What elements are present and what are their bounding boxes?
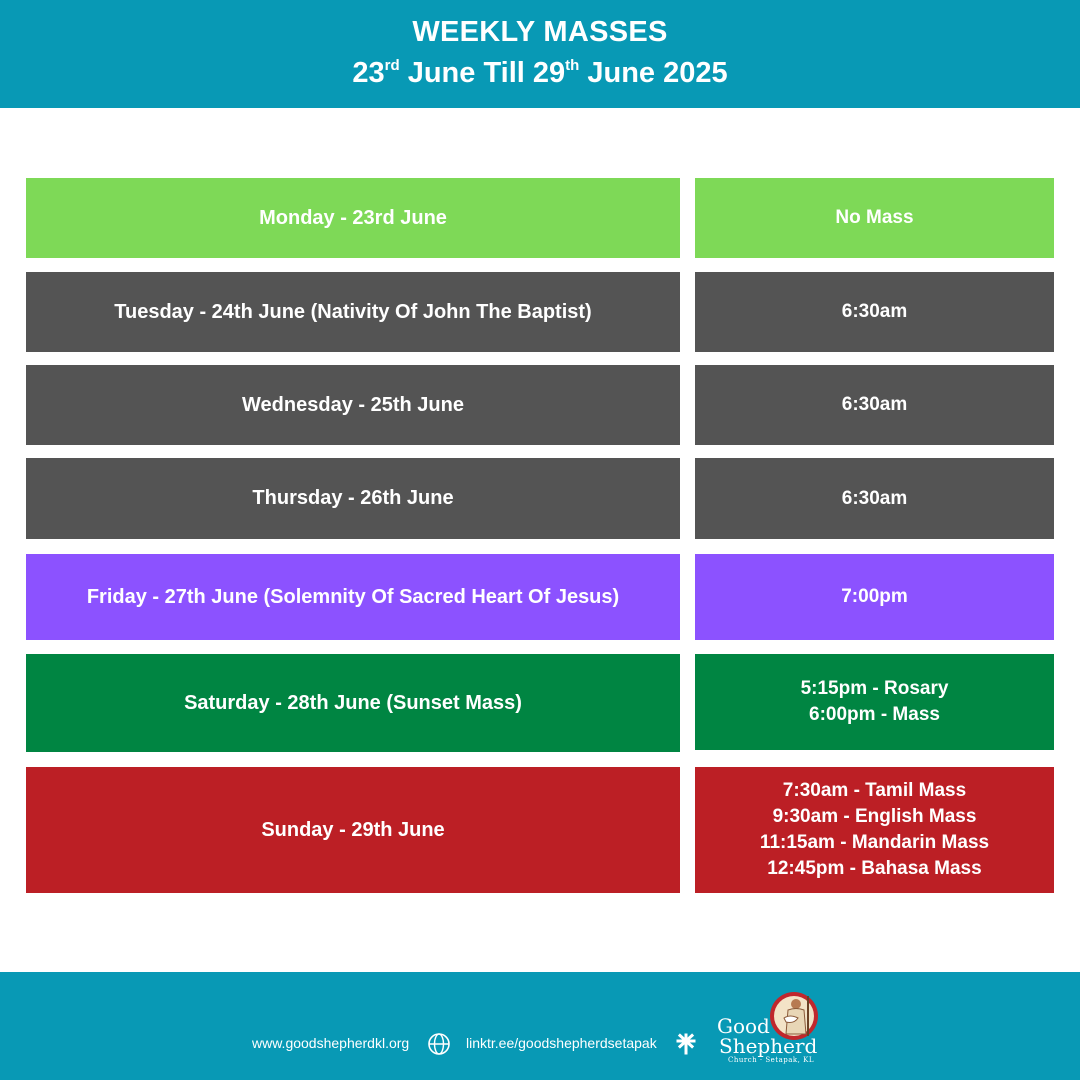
day-cell: Monday - 23rd June: [26, 178, 680, 258]
mass-time: 6:30am: [841, 394, 908, 415]
linktree-link[interactable]: linktr.ee/goodshepherdsetapak: [466, 1035, 657, 1051]
time-cell: [695, 654, 1054, 750]
schedule-row-saturday: [26, 654, 1054, 752]
time-cell: [695, 458, 1054, 539]
date-start-num: 23: [352, 57, 385, 89]
schedule-row-thursday: [26, 458, 1054, 539]
day-cell: Friday - 27th June (Solemnity Of Sacred Heart Of Jesus): [26, 554, 680, 640]
mass-time: 6:30am: [841, 301, 908, 322]
globe-icon: [427, 1032, 451, 1056]
date-range: [0, 57, 1080, 90]
logo-line1: Good: [717, 1014, 770, 1038]
mass-time: 6:00pm - Mass: [809, 704, 940, 725]
schedule-row-friday: [26, 554, 1054, 640]
mass-time: 7:00pm: [841, 586, 908, 607]
schedule-row-sunday: [26, 767, 1054, 893]
mass-time: 5:15pm - Rosary: [800, 678, 949, 699]
time-cell: [695, 178, 1054, 258]
day-cell: Thursday - 26th June: [26, 458, 680, 539]
schedule-row-monday: [26, 178, 1054, 258]
header-banner: [0, 0, 1080, 108]
day-cell: Tuesday - 24th June (Nativity Of John The Baptist): [26, 272, 680, 352]
date-end: June 2025: [579, 57, 728, 89]
mass-time: 9:30am - English Mass: [772, 806, 977, 827]
time-cell: [695, 272, 1054, 352]
date-mid: June Till 29: [399, 57, 566, 89]
mass-time: No Mass: [835, 207, 914, 228]
time-cell: [695, 365, 1054, 445]
day-cell: Saturday - 28th June (Sunset Mass): [26, 654, 680, 752]
day-cell: Sunday - 29th June: [26, 767, 680, 893]
mass-time: 6:30am: [841, 487, 908, 509]
mass-time: 7:30am - Tamil Mass: [782, 780, 967, 801]
time-cell: [695, 554, 1054, 640]
date-start-suffix: rd: [384, 57, 400, 74]
schedule-row-tuesday: [26, 272, 1054, 352]
mass-time: 11:15am - Mandarin Mass: [759, 832, 990, 853]
day-cell: Wednesday - 25th June: [26, 365, 680, 445]
logo-line2: Shepherd: [719, 1034, 818, 1058]
website-link[interactable]: www.goodshepherdkl.org: [252, 1035, 410, 1051]
mass-time: 12:45pm - Bahasa Mass: [767, 858, 982, 879]
date-end-suffix: th: [565, 57, 580, 74]
time-cell: [695, 767, 1054, 893]
schedule-row-wednesday: [26, 365, 1054, 445]
logo-line3: Church · Setapak, KL: [728, 1056, 814, 1064]
linktree-icon: [674, 1032, 698, 1056]
footer-banner: [0, 972, 1080, 1080]
church-logo: [712, 988, 822, 1068]
page-title: WEEKLY MASSES: [412, 16, 668, 48]
